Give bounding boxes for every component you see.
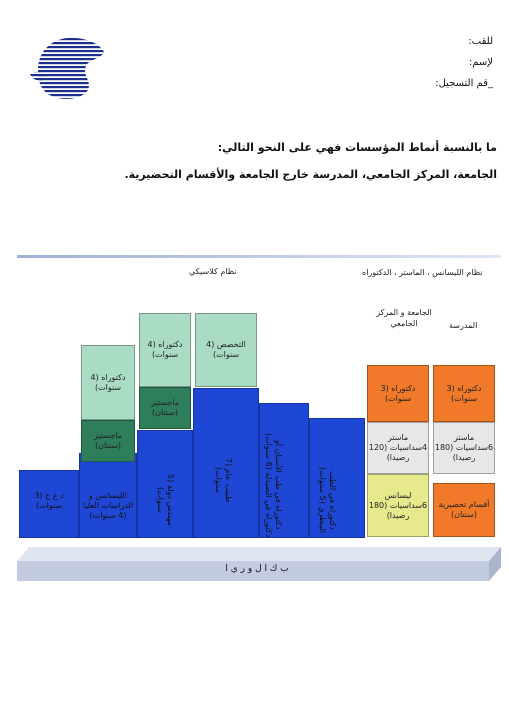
specialization-cube: التخصص (4 سنوات) [195,313,257,387]
education-systems-diagram [17,255,501,585]
institution-logo [30,30,106,102]
licence-classic-label: الليسانس و الدراسات العليا (4 سنوات) [82,491,134,520]
school-column-title: المدرسة [449,321,478,330]
name-label: لإسم: [468,57,493,68]
university-column-title: الجامعة و المركز الجامعي [376,308,432,328]
doctorate-cube-a: دكتوراه (4 سنوات) [81,345,135,420]
doctorate-cube-b: دكتوراه (4 سنوات) [139,313,191,387]
doctor-label: طبيب عام (7 سنوات) [214,457,233,503]
registration-label: _قم التسجيل: [435,78,493,89]
uni-licence-cube: ليسانس 6سداسيات (180 رصيدا) [367,474,429,537]
engineer-label: مهندس دولة (5 سنوات) [156,474,175,526]
uni-doctorate-cube: دكتوراه (3 سنوات) [367,365,429,422]
classic-system-title: نظام كلاسيكي [189,267,237,276]
question-line-1: ما بالنسبة أنماط المؤسسات فهي على النحو التالي: [217,141,497,154]
question-line-2: الجامعة، المركز الجامعي، المدرسة خارج الجامعة والأقسام التحضيرية. [124,168,497,181]
surname-label: للقب: [468,36,493,47]
top-rule [17,255,501,258]
baccalaureate-label: ب ك ا ل و ر ي ا [225,564,289,574]
deug-label: د ع ج (3 سنوات) [34,491,64,510]
magister-cube-b: ماجستير (سنتان) [139,387,191,429]
school-master-cube: ماستر 6سداسيات (180 رصيدا) [433,422,495,474]
uni-master-cube: ماستر 4سداسيات (120 رصيدا) [367,422,429,474]
vet-label: دكتوراه في الطب البيطري (5 سنوات) [318,466,337,534]
magister-cube-a: ماجستير (سنتان) [81,420,135,462]
lmd-system-title: نظام الليسانس ، الماستر ، الدكتوراه [362,268,483,277]
dentist-label: دكتوراه في طب الأسنان أو دكتوراه في الصيدلة (6 سنوات) [264,432,283,538]
school-doctorate-cube: دكتوراه (3 سنوات) [433,365,495,422]
prep-classes-cube: أقسام تحضيرية (سنتان) [433,483,495,537]
